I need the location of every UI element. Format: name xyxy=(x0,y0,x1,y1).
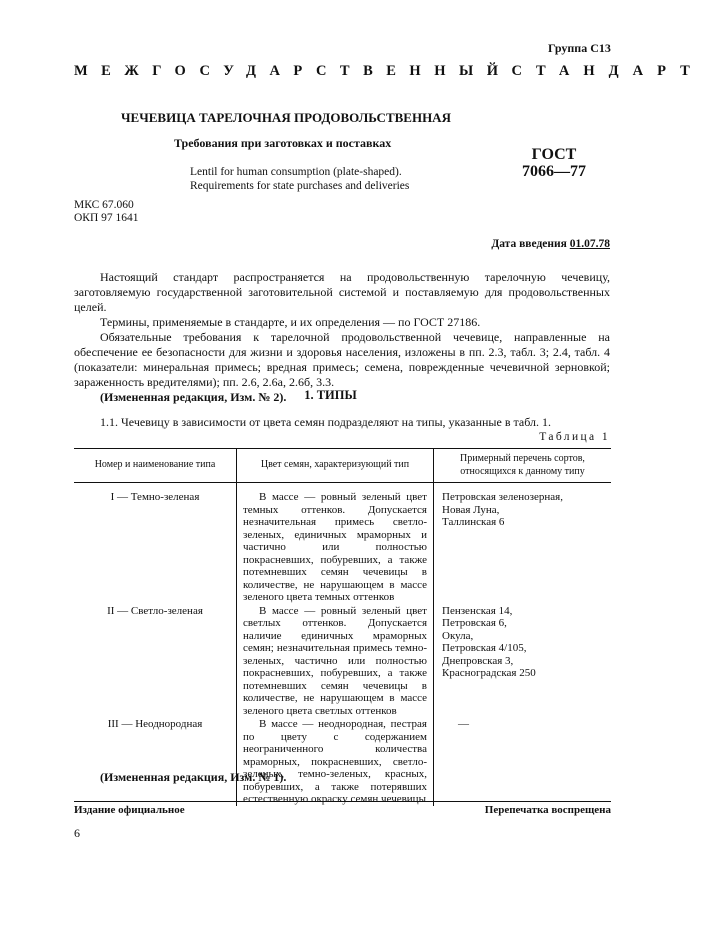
section-intro: 1.1. Чечевицу в зависимости от цвета семян подразделяют на типы, указанные в табл. 1. xyxy=(100,415,552,429)
banner-left: МЕЖГОСУДАРСТВЕННЫЙ xyxy=(74,63,512,79)
header-type: Номер и наименование типа xyxy=(74,449,237,483)
english-line-1: Lentil for human consumption (plate-shaped). xyxy=(190,166,402,178)
color-cell: В массе — неоднородная, пестрая по цвету с содержанием неограниченного количества мраморных, покрасневших, светло-зеленых, темно-зеленых, красных, побуревших, а также потерявших естественную окраску семян чечевицы xyxy=(237,717,434,806)
document-title: ЧЕЧЕВИЦА ТАРЕЛОЧНАЯ ПРОДОВОЛЬСТВЕННАЯ xyxy=(121,110,451,125)
varieties-cell xyxy=(434,483,612,604)
table-header-row xyxy=(74,449,611,483)
date-label: Дата введения xyxy=(491,238,567,250)
gost-number xyxy=(518,146,590,180)
group-label: Группа С13 xyxy=(548,41,611,55)
gost-code: 7066—77 xyxy=(522,163,586,180)
variety: Новая Луна, xyxy=(442,503,500,516)
type-cell: I — Темно-зеленая xyxy=(110,491,200,503)
type-cell: III — Неоднородная xyxy=(107,718,203,730)
body-text xyxy=(74,270,610,405)
variety: Петровская зеленозерная, xyxy=(442,491,563,503)
banner-right: СТАНДАРТ xyxy=(511,63,704,79)
header-varieties: Примерный перечень сортов, относящихся к данному типу xyxy=(434,449,612,483)
table-row xyxy=(74,717,611,806)
classification-codes xyxy=(74,199,139,225)
type-cell: II — Светло-зеленая xyxy=(107,604,203,617)
english-title xyxy=(190,165,409,193)
page-number: 6 xyxy=(74,826,80,840)
mks-code: МКС 67.060 xyxy=(74,199,134,211)
okp-code: ОКП 97 1641 xyxy=(74,212,139,224)
variety: Петровская 6, xyxy=(442,617,507,629)
variety: — xyxy=(458,718,469,730)
table-caption: Таблица 1 xyxy=(539,431,610,443)
variety: Петровская 4/105, xyxy=(442,642,527,654)
types-table xyxy=(74,448,611,806)
amendment-note-2: (Измененная редакция, Изм. № 2). xyxy=(100,390,287,404)
date-value: 01.07.78 xyxy=(569,238,610,250)
page-footer xyxy=(74,801,611,816)
variety: Таллинская 6 xyxy=(442,516,505,528)
amendment-note-1: (Измененная редакция, Изм. № 1). xyxy=(100,770,287,784)
paragraph-requirements: Обязательные требования к тарелочной продовольственной чечевице, направленные на обеспечение ее безопасности для жизни и здоровья населения, изложены в пп. 2.3, табл. 3; 2.4, табл. 4 (показатели: минеральная примесь; вредная примесь; семена, поврежденные чечевичной зерновкой; зараженность вредителями); пп. 2.6, 2.6а, 2.6б, 3.3. xyxy=(74,330,610,389)
variety: Окула, xyxy=(442,629,474,642)
standard-banner xyxy=(74,63,704,80)
gost-label: ГОСТ xyxy=(531,146,577,163)
varieties-cell xyxy=(434,717,612,806)
effective-date xyxy=(491,238,610,250)
header-color: Цвет семян, характеризующий тип xyxy=(237,449,434,483)
variety: Днепровская 3, xyxy=(442,654,514,667)
table-row xyxy=(74,604,611,718)
document-subtitle: Требования при заготовках и поставках xyxy=(174,136,392,150)
footer-reprint-prohibited: Перепечатка воспрещена xyxy=(484,804,611,816)
variety: Пензенская 14, xyxy=(442,604,513,617)
english-line-2: Requirements for state purchases and deliveries xyxy=(190,180,410,192)
color-cell: В массе — ровный зеленый цвет светлых оттенков. Допускается наличие единичных мраморных семян; незначительная примесь темно-зеленых, частично или полностью покрасневших, побуревших, а также потемневших семян чечевицы в количестве, не нарушающем в массе зеленого цвета светлых оттенков xyxy=(237,604,434,718)
variety: Красноградская 250 xyxy=(442,667,536,679)
color-cell: В массе — ровный зеленый цвет темных оттенков. Допускается незначительная примесь светло-зеленых, единичных мраморных и частично или полностью покрасневших, побуревших, а также потемневших семян чечевицы в количестве, не нарушающем в массе зеленого цвета темных оттенков xyxy=(237,483,434,604)
table-row xyxy=(74,483,611,604)
paragraph-scope: Настоящий стандарт распространяется на продовольственную тарелочную чечевицу, заготовляемую государственной заготовительной системой и поставляемую для продовольственных целей. xyxy=(74,270,610,314)
section-heading: 1. ТИПЫ xyxy=(304,388,357,402)
footer-official-edition: Издание официальное xyxy=(74,804,185,816)
paragraph-terms: Термины, применяемые в стандарте, и их определения — по ГОСТ 27186. xyxy=(100,315,481,329)
varieties-cell xyxy=(434,604,612,718)
